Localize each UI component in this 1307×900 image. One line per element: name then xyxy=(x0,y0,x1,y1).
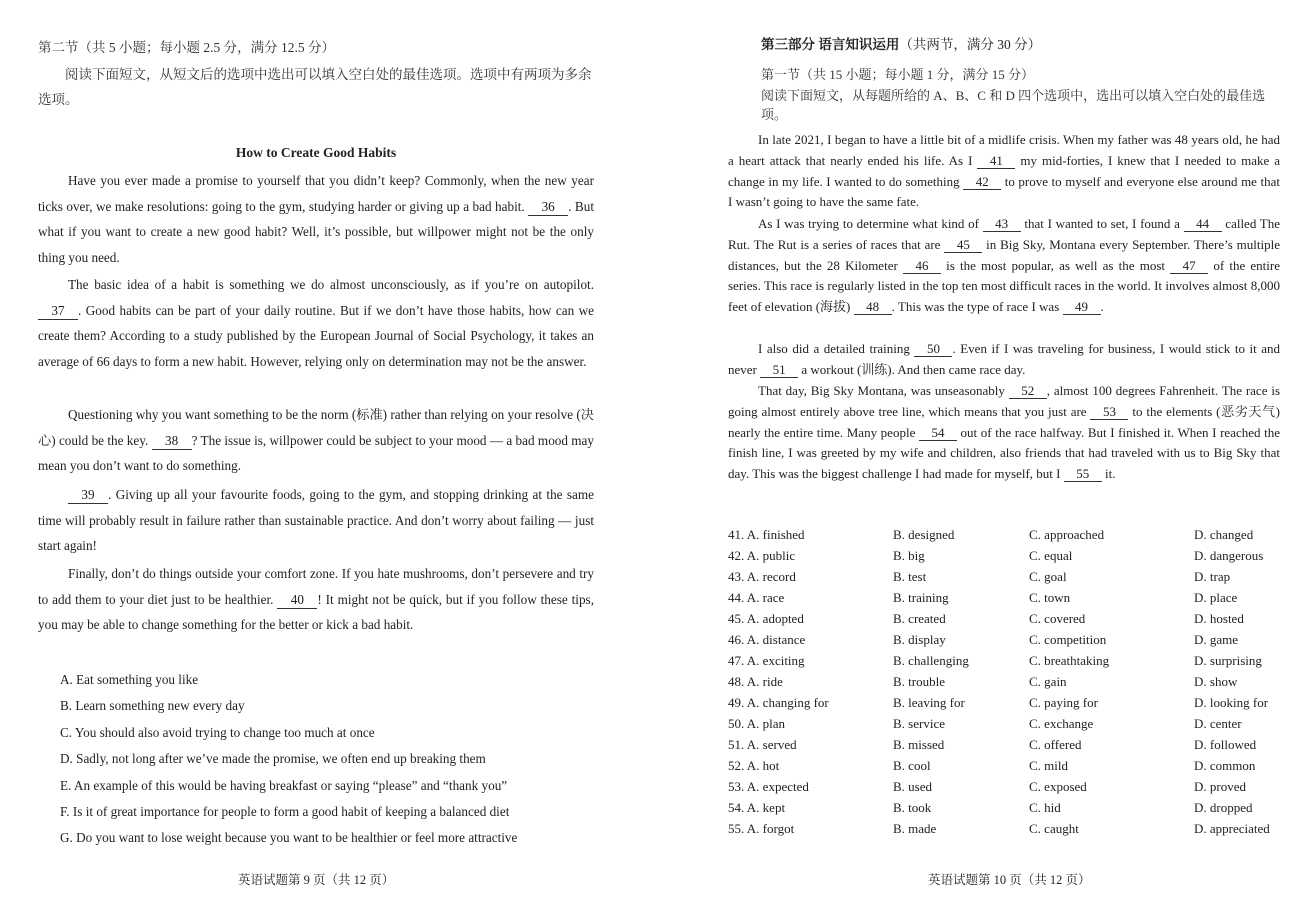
question-row: 42. A. public B. big C. equal D. dangerous xyxy=(728,548,1264,563)
passage-paragraph: Questioning why you want something to be the norm (标准) rather than relying on your resolve (决心) could be the key. 38 ? The issue is, willpower could be subject to your mood — a bad mood may mean you don’t want to do something. xyxy=(38,407,595,474)
question-row: 45. A. adopted B. created C. covered D. hosted xyxy=(728,611,1244,626)
instruction-text: 阅读下面短文，从短文后的选项中选出可以填入空白处的最佳选项。选项中有两项为多余选项。 xyxy=(38,67,592,107)
answer-blank: 50 xyxy=(914,342,952,357)
question-row: 50. A. plan B. service C. exchange D. center xyxy=(728,716,1242,731)
answer-blank: 38 xyxy=(152,433,192,450)
passage-paragraph: I also did a detailed training 50 . Even if I was traveling for business, I would stick to it and never 51 a workout (训练). And then came race day. xyxy=(728,341,1281,377)
question-row: 47. A. exciting B. challenging C. breathtaking D. surprising xyxy=(728,653,1262,668)
option-item: D. Sadly, not long after we’ve made the promise, we often end up breaking them xyxy=(60,751,486,767)
answer-blank: 44 xyxy=(1184,217,1222,232)
part-heading: 第三部分 语言知识运用（共两节，满分 30 分） xyxy=(761,37,1042,52)
answer-blank: 46 xyxy=(903,259,941,274)
answer-blank: 39 xyxy=(68,487,108,504)
answer-blank: 52 xyxy=(1009,384,1047,399)
question-row: 52. A. hot B. cool C. mild D. common xyxy=(728,758,1256,773)
passage-paragraph: That day, Big Sky Montana, was unseasonably 52 , almost 100 degrees Fahrenheit. The race is going almost entirely above tree line, which means that you just are 53 to the elements (恶劣天气) nearly the entire time. Many people 54 out of the race halfway. But I finished it. When I reached the finish line, I was greeted by my wife and children, also friends that had traveled with us to Big Sky that day. This was the biggest challenge I had made for myself, but I 55 it. xyxy=(728,383,1280,482)
answer-blank: 54 xyxy=(919,426,957,441)
answer-blank: 45 xyxy=(944,238,982,253)
left-page xyxy=(38,0,594,900)
option-list xyxy=(60,667,517,852)
answer-options-table xyxy=(728,527,1280,842)
passage-paragraph: Finally, don’t do things outside your comfort zone. If you hate mushrooms, don’t persevere and try to add them to your diet just to be healthier. 40 ! It might not be quick, but if you follow these tips, you may be able to change something for the better or kick a bad habit. xyxy=(38,566,594,633)
instruction-text: 阅读下面短文，从每题所给的 A、B、C 和 D 四个选项中，选出可以填入空白处的最佳选项。 xyxy=(761,88,1266,122)
question-row: 44. A. race B. training C. town D. place xyxy=(728,590,1238,605)
answer-blank: 40 xyxy=(277,592,317,609)
question-row: 54. A. kept B. took C. hid D. dropped xyxy=(728,800,1253,815)
answer-blank: 36 xyxy=(528,199,568,216)
question-row: 53. A. expected B. used C. exposed D. proved xyxy=(728,779,1246,794)
option-item: B. Learn something new every day xyxy=(60,698,245,714)
page-footer: 英语试题第 10 页（共 12 页） xyxy=(928,873,1091,887)
right-page xyxy=(728,0,1280,900)
answer-blank: 51 xyxy=(760,363,798,378)
answer-blank: 48 xyxy=(854,300,892,315)
answer-blank: 41 xyxy=(977,154,1015,169)
option-item: C. You should also avoid trying to change too much at once xyxy=(60,724,375,740)
question-row: 55. A. forgot B. made C. caught D. appreciated xyxy=(728,821,1270,836)
question-row: 46. A. distance B. display C. competition D. game xyxy=(728,632,1239,647)
question-row: 43. A. record B. test C. goal D. trap xyxy=(728,569,1231,584)
answer-blank: 55 xyxy=(1064,467,1102,482)
answer-blank: 42 xyxy=(963,175,1001,190)
passage-title: How to Create Good Habits xyxy=(235,145,397,160)
question-row: 49. A. changing for B. leaving for C. paying for D. looking for xyxy=(728,695,1269,710)
passage-paragraph: 39 . Giving up all your favourite foods, going to the gym, and stopping drinking at the same time will probably result in failure rather than sustainable practice. And don’t worry about failing — just start again! xyxy=(38,487,594,554)
answer-blank: 53 xyxy=(1090,405,1128,420)
answer-blank: 37 xyxy=(38,303,78,320)
question-row: 41. A. finished B. designed C. approached D. changed xyxy=(728,527,1254,542)
option-item: F. Is it of great importance for people to form a good habit of keeping a balanced diet xyxy=(60,804,510,820)
question-row: 51. A. served B. missed C. offered D. followed xyxy=(728,737,1257,752)
question-row: 48. A. ride B. trouble C. gain D. show xyxy=(728,674,1238,689)
section-heading: 第一节（共 15 小题；每小题 1 分，满分 15 分） xyxy=(761,67,1035,82)
section-heading: 第二节（共 5 小题；每小题 2.5 分，满分 12.5 分） xyxy=(38,40,335,55)
option-item: A. Eat something you like xyxy=(60,672,199,687)
passage-paragraph: Have you ever made a promise to yourself that you didn’t keep? Commonly, when the new year ticks over, we make resolutions: going to the gym, studying harder or giving up a bad habit. 36 . But what if you want to create a new good habit? Well, it’s possible, but willpower might not be the only thing you need. xyxy=(38,173,594,265)
passage-paragraph: In late 2021, I began to have a little bit of a midlife crisis. When my father was 48 years old, he had a heart attack that nearly ended his life. As I 41 my mid-forties, I knew that I needed to make a change in my life. I wanted to do something 42 to prove to myself and everyone else around me that I wasn’t going to have the same fate. xyxy=(728,132,1281,210)
answer-blank: 47 xyxy=(1170,259,1208,274)
passage-paragraph: The basic idea of a habit is something we do almost unconsciously, as if you’re on autopilot. 37 . Good habits can be part of your daily routine. But if we don’t have those habits, how can we create them? According to a study published by the European Journal of Social Psychology, it takes an average of 66 days to form a new habit. However, relying only on determination may not be the answer. xyxy=(38,277,594,369)
option-item: E. An example of this would be having breakfast or saying “please” and “thank you” xyxy=(60,777,508,793)
option-item: G. Do you want to lose weight because you want to be healthier or feel more attractive xyxy=(60,830,518,846)
answer-blank: 49 xyxy=(1063,300,1101,315)
passage-paragraph: As I was trying to determine what kind of 43 that I wanted to set, I found a 44 called The Rut. The Rut is a series of races that are 45 in Big Sky, Montana every September. There’s multiple distances, but the 28 Kilometer 46 is the most popular, as well as the most 47 of the entire series. This race is regularly listed in the top ten most difficult races in the world. It involves almost 8,000 feet of elevation (海拔) 48 . This was the type of race I was 49 . xyxy=(728,216,1281,315)
answer-blank: 43 xyxy=(983,217,1021,232)
page-footer: 英语试题第 9 页（共 12 页） xyxy=(238,873,395,887)
